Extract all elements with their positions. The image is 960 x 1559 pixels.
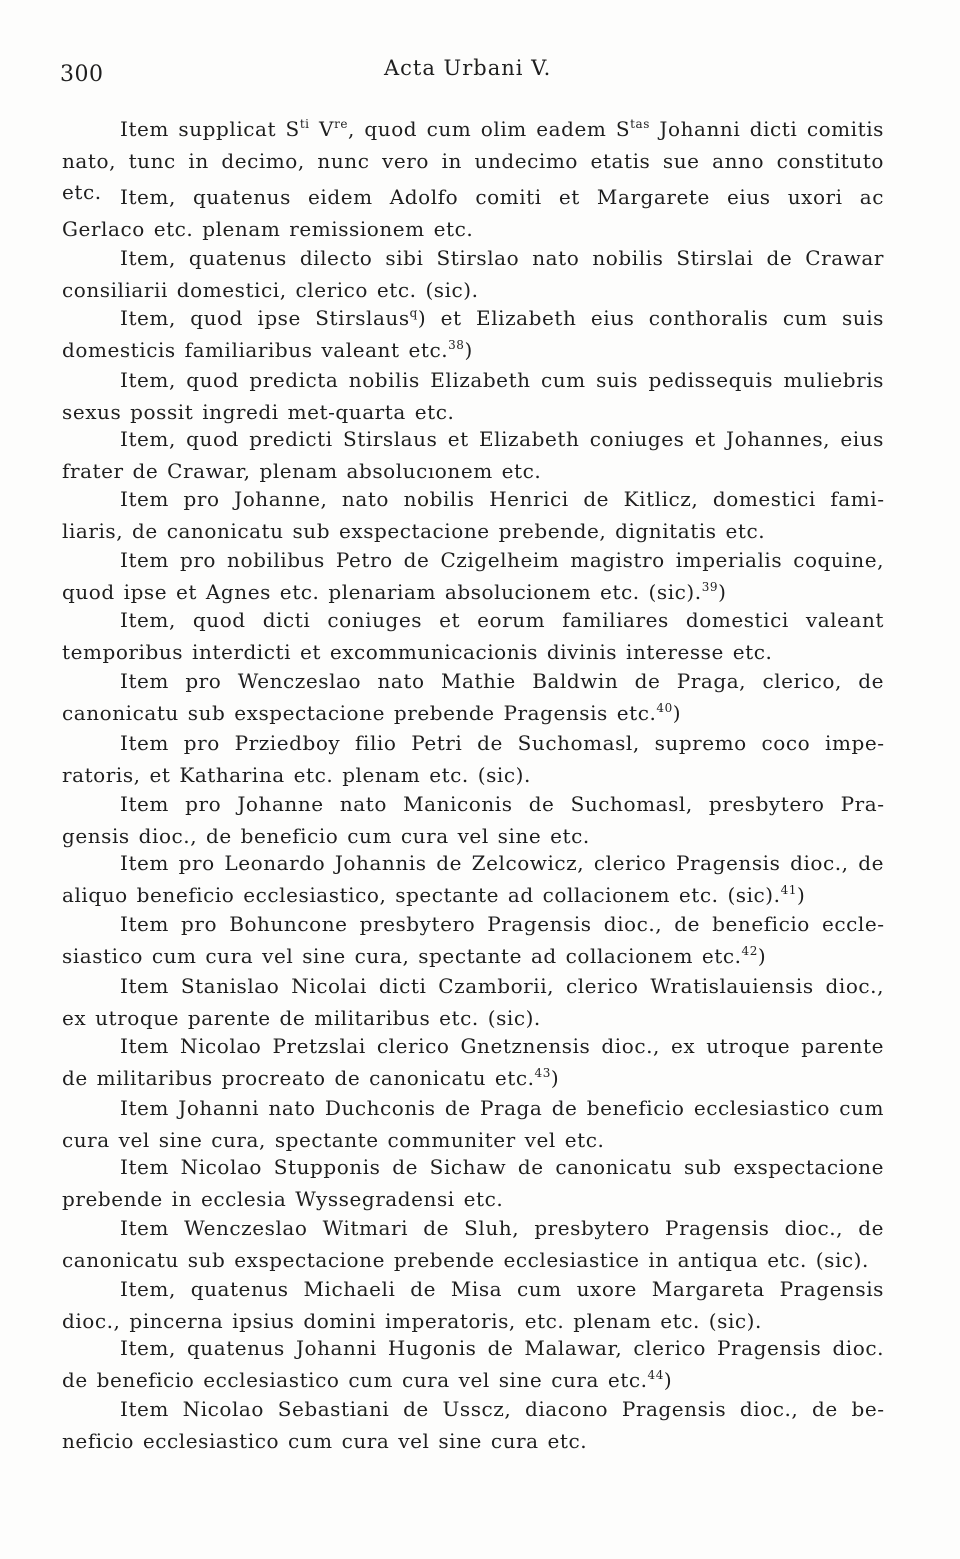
- paragraph: [62, 848, 884, 911]
- paragraph: [62, 728, 884, 791]
- paragraph-text: ): [464, 337, 473, 362]
- paragraph: [62, 666, 884, 729]
- paragraph: [62, 1274, 884, 1337]
- page-number: 300: [60, 62, 104, 87]
- paragraph: [62, 484, 884, 547]
- paragraph: [62, 971, 884, 1034]
- paragraph-text: Item supplicat S: [120, 117, 300, 141]
- paragraph-text: Item pro Prziedboy filio Petri de Suchomasl, supremo coco imperatoris, et Katharina etc. plenam etc. (sic).: [62, 731, 884, 787]
- paragraph-text: Item pro nobilibus Petro de Czigelheim magistro imperialis coquine, quod ipse et Agnes etc. plenariam absolucionem etc. (sic).: [62, 548, 884, 604]
- paragraph-text: ): [672, 700, 682, 725]
- paragraph-text: Item Nicolao Pretzslai clerico Gnetznensis dioc., ex utroque parente de militaribus procreato de canonicatu etc.: [62, 1034, 884, 1090]
- paragraph-text: ): [796, 882, 806, 907]
- paragraph-text: ): [757, 943, 767, 968]
- paragraph-text: Item Nicolao Stupponis de Sichaw de canonicatu sub exspectacione prebende in ecclesia Wyssegradensi etc.: [62, 1155, 884, 1211]
- paragraph-text: Item, quod predicta nobilis Elizabeth cum suis pedissequis muliebris sexus possit ingredi met-quarta etc.: [62, 368, 884, 424]
- paragraph-text: , quod cum olim eadem S: [348, 117, 631, 141]
- superscript: 42: [741, 943, 758, 958]
- paragraph: [62, 424, 884, 487]
- paragraph-text: Johanni dicti comitis nato, tunc in decimo, nunc vero in undecimo etatis sue anno constituto etc.: [62, 117, 884, 205]
- paragraph-text: ) et Elizabeth eius conthoralis cum suis domesticis familiaribus valeant etc.: [62, 306, 884, 362]
- paragraph: [62, 243, 884, 306]
- paragraph-text: Item pro Leonardo Johannis de Zelcowicz, clerico Pragensis dioc., de aliquo beneficio ecclesiastico, spectante ad collacionem etc. (sic).: [62, 851, 884, 907]
- paragraph: [62, 1213, 884, 1276]
- paragraph-text: Item, quatenus Johanni Hugonis de Malawar, clerico Pragensis dioc. de beneficio ecclesiastico cum cura vel sine cura etc.: [62, 1336, 884, 1392]
- paragraph: [62, 182, 884, 245]
- paragraph-text: Item, quod ipse Stirslaus: [120, 306, 410, 330]
- superscript: 38: [448, 337, 465, 352]
- paragraph-text: ): [718, 579, 727, 604]
- paragraph-text: Item Stanislao Nicolai dicti Czamborii, clerico Wratislauiensis dioc., ex utroque parente de militaribus etc. (sic).: [62, 974, 884, 1030]
- paragraph-text: Item Nicolao Sebastiani de Usscz, diacono Pragensis dioc., de beneficio ecclesiastico cum cura vel sine cura etc.: [62, 1397, 884, 1453]
- paragraph: [62, 605, 884, 668]
- paragraph: [62, 365, 884, 428]
- paragraph: [62, 909, 884, 972]
- paragraph: [62, 545, 884, 608]
- paragraph-text: Item, quod predicti Stirslaus et Elizabeth coniuges et Johannes, eius frater de Crawar, plenam absolucıonem etc.: [62, 427, 884, 483]
- paragraph-text: Item pro Johanne, nato nobilis Henrici de Kitlicz, domestici familiaris, de canonicatu sub exspectacione prebende, dignitatis etc.: [62, 487, 884, 543]
- superscript: 41: [780, 882, 797, 897]
- paragraph: [62, 1394, 884, 1457]
- paragraph: [62, 1333, 884, 1396]
- running-title: Acta Urbani V.: [384, 56, 552, 80]
- paragraph-text: Item Johanni nato Duchconis de Praga de beneficio ecclesiastico cum cura vel sine cura, spectante communiter vel etc.: [62, 1096, 884, 1152]
- superscript: tas: [630, 117, 650, 131]
- superscript: ti: [299, 117, 310, 131]
- paragraph-text: Item pro Wenczeslao nato Mathie Baldwin de Praga, clerico, de canonicatu sub exspectacione prebende Pragensis etc.: [62, 669, 884, 725]
- paragraph-text: ): [550, 1065, 560, 1090]
- paragraph: [62, 1152, 884, 1215]
- superscript: 43: [534, 1065, 551, 1080]
- superscript: 44: [647, 1367, 664, 1382]
- superscript: 39: [701, 579, 719, 594]
- paragraph: [62, 1031, 884, 1094]
- paragraph: [62, 789, 884, 852]
- paragraph-text: V: [309, 117, 335, 141]
- paragraph-text: Item, quatenus Michaeli de Misa cum uxore Margareta Pragensis dioc., pincerna ipsius domini imperatoris, etc. plenam etc. (sic).: [62, 1277, 884, 1333]
- superscript: q: [409, 306, 418, 320]
- paragraph-text: Item, quatenus eidem Adolfo comiti et Margarete eius uxori ac Gerlaco etc. plenam remissionem etc.: [62, 185, 884, 241]
- paragraph: [62, 303, 884, 366]
- paragraph-text: Item Wenczeslao Witmari de Sluh, presbytero Pragensis dioc., de canonicatu sub exspectacione prebende ecclesiastice in antiqua etc. (sic).: [62, 1216, 884, 1272]
- superscript: 40: [656, 700, 673, 715]
- paragraph-text: Item pro Bohuncone presbytero Pragensis dioc., de beneficio ecclesiastico cum cura vel sine cura, spectante ad collacionem etc.: [62, 912, 884, 968]
- paragraph: [62, 1093, 884, 1156]
- paragraph-text: Item, quatenus dilecto sibi Stirslao nato nobilis Stirslai de Crawar consiliarii domestici, clerico etc. (sic).: [62, 246, 884, 302]
- superscript: re: [334, 117, 349, 131]
- paragraph-text: Item, quod dicti coniuges et eorum familiares domestici valeant temporibus interdicti et excommunicacionis divinis interesse etc.: [62, 608, 884, 664]
- paragraph-text: ): [663, 1367, 673, 1392]
- paragraph-text: Item pro Johanne nato Maniconis de Suchomasl, presbytero Pragensis dioc., de beneficio cum cura vel sine etc.: [62, 792, 884, 848]
